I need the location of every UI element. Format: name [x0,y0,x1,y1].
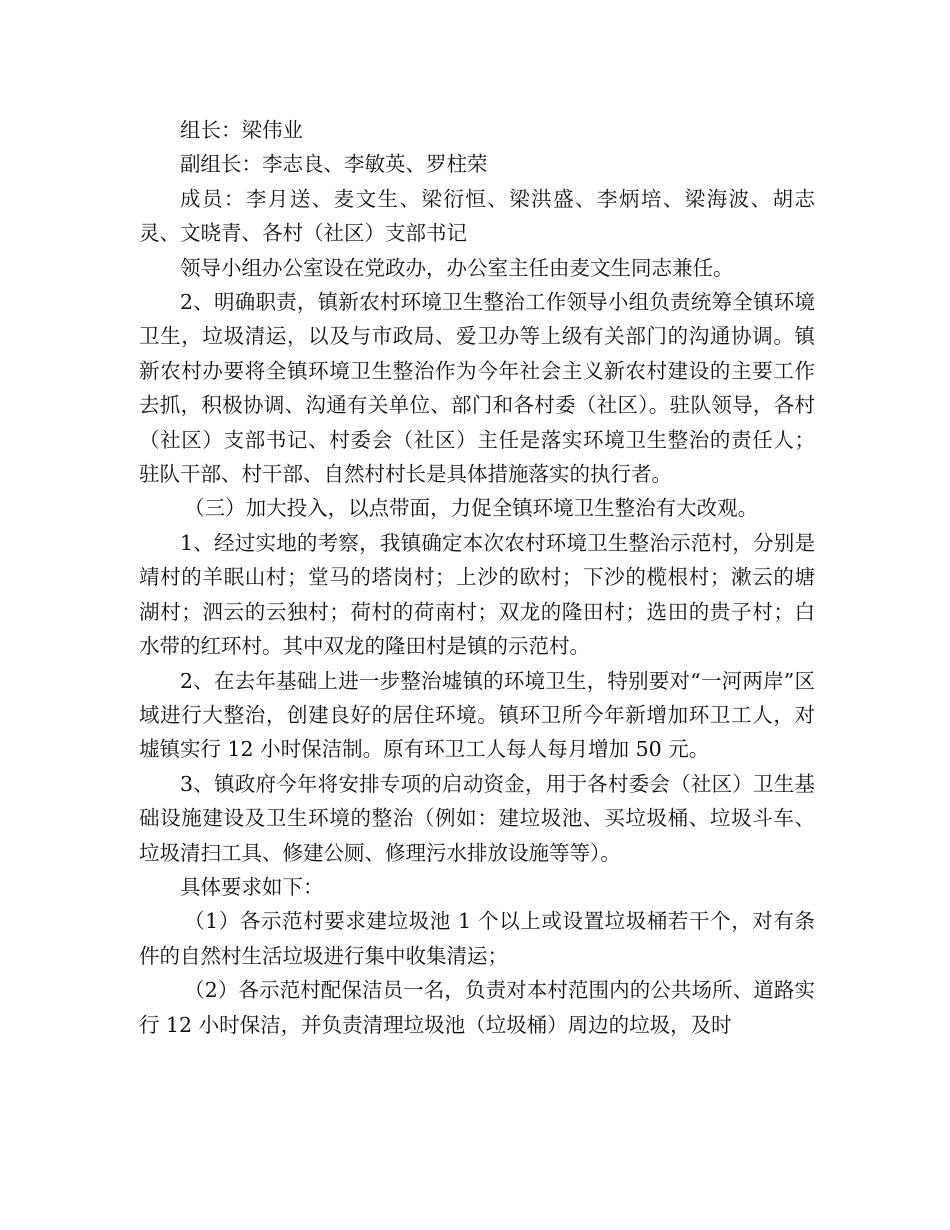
document-body [139,113,815,1042]
paragraph-demonstration-villages: 1、经过实地的考察，我镇确定本次农村环境卫生整治示范村，分别是靖村的羊眠山村；堂马的塔岗村；上沙的欧村；下沙的榄根村；漱云的塘湖村；泗云的云独村；荷村的荷南村；双龙的隆田村；选田的贵子村；白水带的红环村。其中双龙的隆田村是镇的示范村。 [139,530,815,659]
paragraph-deputy-leaders: 副组长：李志良、李敏英、罗柱荣 [180,152,488,177]
section-heading-investment: （三）加大投入，以点带面，力促全镇环境卫生整治有大改观。 [184,496,759,521]
paragraph-requirement-2: （2）各示范村配保洁员一名，负责对本村范围内的公共场所、道路实行 12 小时保洁，并负责清理垃圾池（垃圾桶）周边的垃圾，及时 [139,978,815,1037]
paragraph-requirement-1: （1）各示范村要求建垃圾池 1 个以上或设置垃圾桶若干个，对有条件的自然村生活垃圾进行集中收集清运； [139,909,815,968]
paragraph-responsibilities: 2、明确职责，镇新农村环境卫生整治工作领导小组负责统筹全镇环境卫生，垃圾清运，以及与市政局、爱卫办等上级有关部门的沟通协调。镇新农村办要将全镇环境卫生整治作为今年社会主义新农村建设的主要工作去抓，积极协调、沟通有关单位、部门和各村委（社区）。驻队领导，各村（社区）支部书记、村委会（社区）主任是落实环境卫生整治的责任人；驻队干部、村干部、自然村村长是具体措施落实的执行者。 [139,290,815,487]
paragraph-members: 成员：李月送、麦文生、梁衍恒、梁洪盛、李炳培、梁海波、胡志灵、文晓青、各村（社区）支部书记 [139,186,815,246]
paragraph-town-sanitation: 2、在去年基础上进一步整治墟镇的环境卫生，特别要对“一河两岸”区域进行大整治，创建良好的居住环境。镇环卫所今年新增加环卫工人，对墟镇实行 12 小时保洁制。原有环卫工人每人每月增加 50 元。 [139,668,815,762]
paragraph-funding: 3、镇政府今年将安排专项的启动资金，用于各村委会（社区）卫生基础设施建设及卫生环境的整治（例如：建垃圾池、买垃圾桶、垃圾斗车、垃圾清扫工具、修建公厕、修理污水排放设施等等）。 [139,771,815,865]
paragraph-team-leader: 组长：梁伟业 [180,118,303,142]
paragraph-office: 领导小组办公室设在党政办，办公室主任由麦文生同志兼任。 [180,255,734,280]
paragraph-requirements-heading: 具体要求如下： [180,874,324,899]
